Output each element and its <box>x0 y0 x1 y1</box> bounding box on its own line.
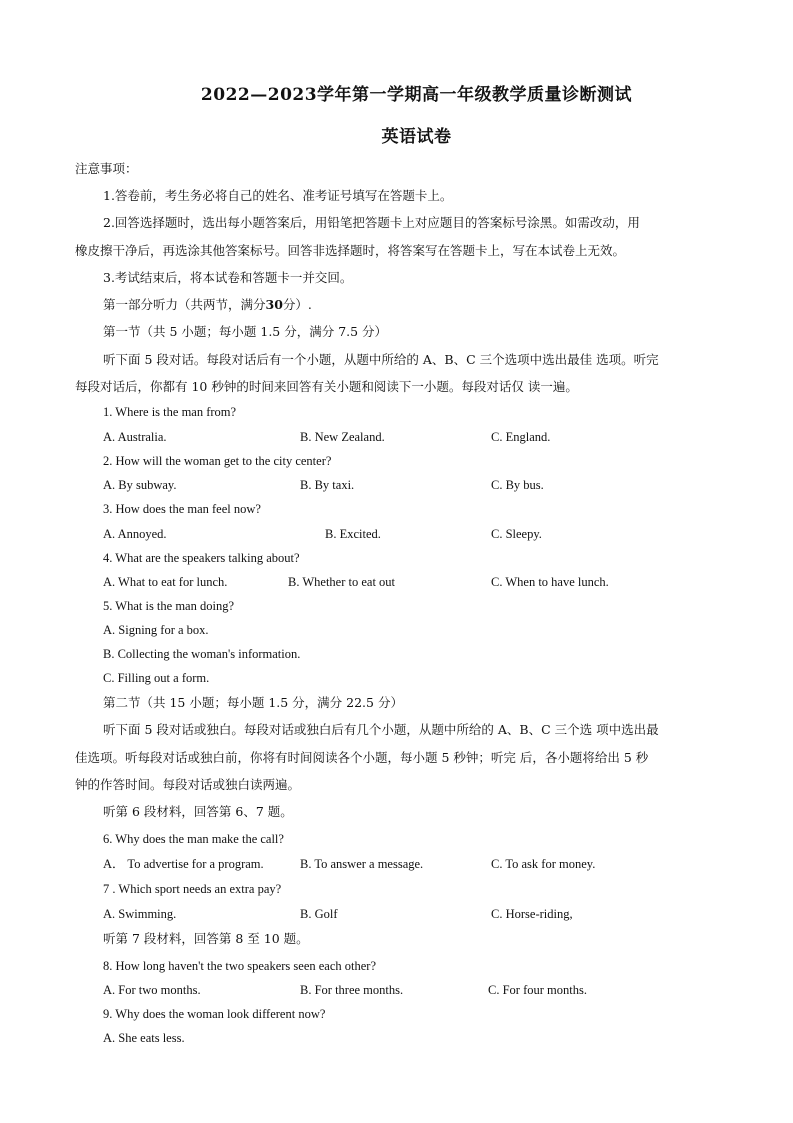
question-4-stem: 4. What are the speakers talking about? <box>103 551 300 565</box>
question-2-stem: 2. How will the woman get to the city center? <box>103 454 332 468</box>
question-8-option-c: C. For four months. <box>488 983 587 997</box>
question-8-stem: 8. How long haven't the two speakers seen each other? <box>103 959 376 973</box>
question-2-option-b: B. By taxi. <box>300 478 355 492</box>
question-4-option-b: B. Whether to eat out <box>288 575 396 589</box>
question-6-option-b: B. To answer a message. <box>300 857 424 871</box>
question-4-option-c: C. When to have lunch. <box>491 575 609 589</box>
part1-heading-post: 分）. <box>282 297 312 312</box>
question-1-stem: 1. Where is the man from? <box>103 405 237 419</box>
question-6-stem: 6. Why does the man make the call? <box>103 832 284 846</box>
question-3-option-b: B. Excited. <box>325 527 381 541</box>
notice-heading: 注意事项： <box>75 161 138 176</box>
part1-heading-pre: 第一部分听力（共两节，满分 <box>103 297 266 312</box>
question-7-stem: 7 . Which sport needs an extra pay? <box>103 882 282 896</box>
question-9-option-a: A. She eats less. <box>103 1031 185 1045</box>
section1-heading: 第一节（共 5 小题；每小题 1.5 分，满分 7.5 分） <box>103 324 388 339</box>
section2-heading: 第二节（共 15 小题；每小题 1.5 分，满分 22.5 分） <box>103 695 403 710</box>
question-6-option-c: C. To ask for money. <box>491 857 596 871</box>
question-8-option-b: B. For three months. <box>300 983 404 997</box>
question-3-option-c: C. Sleepy. <box>491 527 542 541</box>
exam-subtitle: 英语试卷 <box>381 127 452 147</box>
material-7-instruction: 听第 7 段材料，回答第 8 至 10 题。 <box>103 931 309 946</box>
question-2-option-c: C. By bus. <box>491 478 544 492</box>
notice-item-1: 1.答卷前，考生务必将自己的姓名、准考证号填写在答题卡上。 <box>103 188 453 203</box>
question-7-option-b: B. Golf <box>300 907 338 921</box>
question-8-option-a: A. For two months. <box>103 983 201 997</box>
question-4-option-a: A. What to eat for lunch. <box>103 575 228 589</box>
question-5-stem: 5. What is the man doing? <box>103 599 234 613</box>
question-5-option-a: A. Signing for a box. <box>103 623 209 637</box>
question-7-option-c: C. Horse-riding, <box>491 907 573 921</box>
question-7-option-a: A. Swimming. <box>103 907 177 921</box>
section2-instruction-line-3: 钟的作答时间。每段对话或独白读两遍。 <box>75 777 301 792</box>
question-9-stem: 9. Why does the woman look different now? <box>103 1007 326 1021</box>
part1-heading-score: 30 <box>265 297 283 312</box>
notice-item-2-line-2: 橡皮擦干净后，再选涂其他答案标号。回答非选择题时，将答案写在答题卡上，写在本试卷上无效。 <box>75 243 626 258</box>
section1-instruction-line-1: 听下面 5 段对话。每段对话后有一个小题，从题中所给的 A、B、C 三个选项中选出最佳 选项。听完 <box>103 352 659 367</box>
section2-instruction-line-2: 佳选项。听每段对话或独白前，你将有时间阅读各个小题，每小题 5 秒钟；听完 后，各小题将给出 5 秒 <box>75 750 649 765</box>
question-5-option-b: B. Collecting the woman's information. <box>103 647 301 661</box>
part1-heading <box>103 297 312 313</box>
section1-instruction-line-2: 每段对话后，你都有 10 秒钟的时间来回答有关小题和阅读下一小题。每段对话仅 读一遍。 <box>75 379 578 394</box>
section2-instruction-line-1: 听下面 5 段对话或独白。每段对话或独白后有几个小题，从题中所给的 A、B、C 三个选 项中选出最 <box>103 722 659 737</box>
exam-title: 2022—2023学年第一学期高一年级教学质量诊断测试 <box>200 85 633 105</box>
question-1-option-b: B. New Zealand. <box>300 430 385 444</box>
question-2-option-a: A. By subway. <box>103 478 177 492</box>
material-6-instruction: 听第 6 段材料，回答第 6、7 题。 <box>103 804 293 819</box>
notice-item-3: 3.考试结束后，将本试卷和答题卡一并交回。 <box>103 270 353 285</box>
question-6-option-a: A． To advertise for a program. <box>103 857 264 871</box>
question-3-option-a: A. Annoyed. <box>103 527 167 541</box>
question-1-option-a: A. Australia. <box>103 430 167 444</box>
question-3-stem: 3. How does the man feel now? <box>103 502 261 516</box>
notice-item-2-line-1: 2.回答选择题时，选出每小题答案后，用铅笔把答题卡上对应题目的答案标号涂黑。如需改动，用 <box>103 215 640 230</box>
question-1-option-c: C. England. <box>491 430 551 444</box>
question-5-option-c: C. Filling out a form. <box>103 671 210 685</box>
